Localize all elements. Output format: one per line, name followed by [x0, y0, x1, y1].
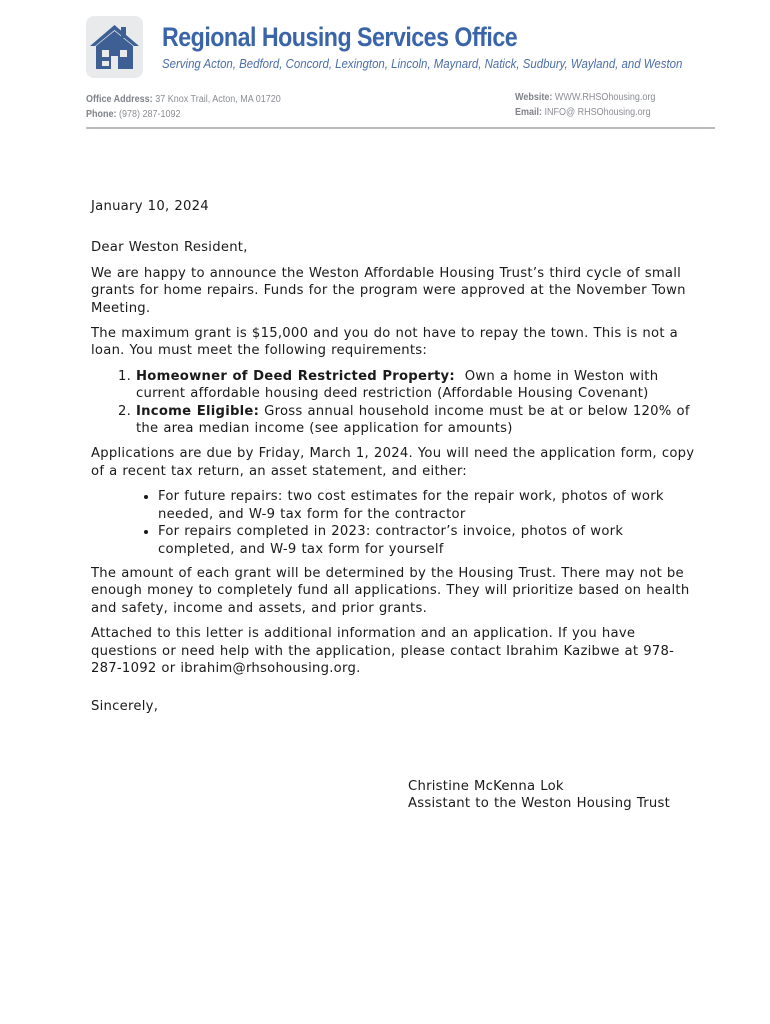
list-item — [136, 368, 703, 403]
paragraph-grant-amount: The maximum grant is $15,000 and you do not have to repay the town. This is not a loan. You must meet the following requirements: — [91, 326, 679, 359]
letter-date: January 10, 2024 — [91, 199, 209, 214]
paragraph-contact: Attached to this letter is additional information and an application. If you have questions or need help with the application, please contact Ibrahim Kazibwe at 978-287-1092 or ibrahim@rhsohousing.org. — [91, 626, 675, 676]
office-contact-block — [86, 92, 281, 122]
header-divider — [86, 127, 715, 129]
website-label: Website: — [515, 92, 553, 103]
email-link[interactable]: INFO@ RHSOhousing.org — [544, 107, 651, 118]
documents-list — [91, 488, 703, 558]
list-item: • For repairs completed in 2023: contractor’s invoice, photos of work completed, and W-9 tax form for yourself — [158, 523, 703, 558]
requirement-text: Gross annual household income must be at or below 120% of the area median income (see application for amounts) — [136, 403, 690, 437]
requirements-list — [91, 368, 703, 438]
online-contact-block — [515, 90, 655, 120]
paragraph-grant-determination: The amount of each grant will be determined by the Housing Trust. There may not be enough money to completely fund all applications. They will prioritize based on health and safety, income and assets, and prior grants. — [91, 565, 690, 616]
letter-body — [91, 198, 703, 813]
closing: Sincerely, — [91, 699, 159, 715]
list-item: • For future repairs: two cost estimates for the repair work, photos of work needed, and W-9 tax form for the contractor — [158, 488, 703, 523]
organization-name: Regional Housing Services Office — [162, 22, 518, 52]
list-item — [136, 403, 703, 438]
paragraph-deadline: Applications are due by Friday, March 1, 2024. You will need the application form, copy of a recent tax return, an asset statement, and either: — [91, 446, 695, 479]
address-label: Office Address: — [86, 94, 153, 105]
email-label: Email: — [515, 107, 543, 118]
phone-value: (978) 287-1092 — [119, 109, 181, 120]
requirement-title: Income Eligible: — [136, 403, 260, 419]
requirement-title: Homeowner of Deed Restricted Property: — [136, 368, 455, 384]
salutation: Dear Weston Resident, — [91, 240, 248, 256]
organization-tagline: Serving Acton, Bedford, Concord, Lexington, Lincoln, Maynard, Natick, Sudbury, Wayland, and Weston — [162, 56, 683, 71]
phone-label: Phone: — [86, 109, 117, 120]
house-icon — [86, 16, 143, 78]
paragraph-intro: We are happy to announce the Weston Affordable Housing Trust’s third cycle of small grants for home repairs. Funds for the program were approved at the November Town Meeting. — [91, 265, 686, 316]
requirement-text: Own a home in Weston with current affordable housing deed restriction (Affordable Housing Covenant) — [136, 368, 659, 402]
address-value: 37 Knox Trail, Acton, MA 01720 — [155, 94, 281, 105]
signer-name: Christine McKenna Lok — [408, 778, 564, 794]
signer-title: Assistant to the Weston Housing Trust — [408, 796, 671, 812]
signature-block — [408, 778, 703, 813]
website-link[interactable]: WWW.RHSOhousing.org — [554, 92, 656, 103]
